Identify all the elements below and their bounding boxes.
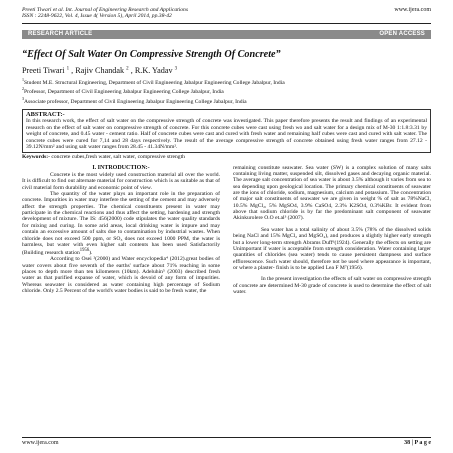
body-columns [22,165,431,296]
author-name: Preeti Tiwari [22,65,65,75]
journal-website[interactable]: www.ijera.com [394,7,431,13]
right-column [233,165,431,296]
citation-block [22,7,362,20]
author-name: R.K. Yadav [134,65,173,75]
body-paragraph: Concrete is the most widely used construction material all over the world. It is difficult to find out alternate material for construction which is as suitable as that of civil material form durability and economic point of view. [22,172,220,191]
paper-title: “Effect Of Salt Water On Compressive Strength Of Concrete” [22,48,281,60]
author-affil-mark: 2 [126,66,129,72]
author-name: Rajiv Chandak [75,65,125,75]
citation-line: ISSN : 2248-9622, Vol. 4, Issue 4( Version 5), April 2014, pp.38-42 [22,13,172,20]
body-paragraph: In the present investigation the effects of salt water on compressive strength of concrete are determined M-30 grade of concrete is used to determine the effect of salt water. [233,276,431,295]
header-divider [22,23,431,24]
keywords-text: concrete cubes,fresh water, salt water, compressive strength [49,154,185,161]
section-heading: I. INTRODUCTION:- [92,164,150,171]
affiliation-list [22,77,431,105]
affiliation-item: $^2$Professor, Department of Civil Engineering Jabalpur Engineering College Jabalpur, India [22,86,224,96]
author-list [22,66,431,75]
open-access-label: OPEN ACCESS [379,31,425,38]
keywords-label: Keywords:- [22,154,50,161]
affiliation-item: $^3$Associate professor, Department of Civil Engineering Jabalpur Engineering College Jabalpur, India [22,95,247,105]
abstract-box [22,109,431,153]
body-paragraph: According to Osei ²(2000) and Water encyclopedia⁴ (2012).great bodies of water covers about five seventh of the earths' surface about 71% reaching in some places to depth more than ten kilometers (10km). Adeluhin⁵ (2003) described fresh water as that purified expanse of water, which is devoid of any form of impurities. Whereas seawater is considered as water containing high percentage of Sodium chloride. Only 2.5 Percent of the world's water bodies is said to be fresh water, the [22,256,220,295]
affiliation-item: $^1$Student M.E. Structural Engineering, Department of Civil Engineering Jabalpur Engineering College Jabalpur, India [22,76,285,86]
author-affil-mark: 3 [174,66,178,72]
citation-line: Preeti Tiwari et al. Int. Journal of Engineering Research and Applications [22,7,189,13]
author-affil-mark: 1 [66,66,70,72]
author-separator: , [71,65,76,75]
article-type-banner [22,30,431,39]
page-number: 38 | P a g e [404,440,431,446]
abstract-text: In this research work, the effect of salt water on the compressive strength of concrete was investigated. This paper therefore presents the result and findings of an experimental research on the effect of salt water on compressive strength of concrete. For this concrete cubes were cast using fresh wo and salt water for a design mix of M-30 1:1.8:3.31 by weight of concrete, and 0.45 water - cement ratio. Half of concrete cubes were cast and cured with fresh water and remaining half cubes were cast and cured with salt water. The concrete cubes were cured for 7,14 and 28 days respectively. The result of the average compressive strength of concrete obtained using fresh water ranges from 27.12 - 39.12N/mm² and using salt water ranges from 28.45 - 41.34N/mm². [26,118,427,150]
keywords-line [22,154,431,160]
journal-header [22,4,431,20]
footer-website[interactable]: www.ijera.com [22,440,59,446]
body-paragraph: remaining constitute seawater. Sea water (SW) is a complex solution of many salts containing living matter, suspended silt, dissolved gases and decaying organic material. The average salt concentration of sea water is about 3.5% although it varies from sea to sea depending upon geological location. The primary chemical constituents of seawater are the ions of chloride, sodium, magnesium, calcium and potassium. The concentration of major salt constituents of seawater we are given in weight % of salt as 78%NaCl, 10.5% MgCl₂, 5% MgSO4, 3.9% CaSO4, 2.3% K2SO4, 0.3%KBr. It evident from above that sodium chloride is by far the predominant salt component of seawater Akinkurolere O.O et.al³ (2007). [233,164,431,222]
left-column [22,165,220,296]
body-paragraph: Sea water has a total salinity of about 3.5% (78% of the dissolved solids being NaCl and 15% MgCl₂ and MgSO₄), and produces a slightly higher early strength but a lower long-term strength Abrams Duff⁶(1924). Generally the effects on setting are Unimportant if water is acceptable from strength consideration. Water containing larger quantities of chlorides (sea water) tends to cause persistent dampness and surface efflorescence. Such water should, therefore not be used where appearance is important, or where a plaster- finish is to be applied Lea F M⁷(1956). [233,226,431,271]
abstract-heading: ABSTRACT:- [26,110,65,118]
page-footer [22,437,431,446]
research-article-label: RESEARCH ARTICLE [28,31,93,38]
body-paragraph: The quantity of the water plays an important role in the preparation of concrete. Impurities in water may interfere the setting of the cement and may adversely affect the strength properties. The chemical constituents present in water may participate in the chemical reactions and thus affect the setting, hardening and strength development of mixture. The IS: 456(2000) code stipulates the water quality standards for mixing and curing. In some arid areas, local drinking water is impure and may contain an excessive amount of salts due to contamination by industrial wastes. When chloride does not exceed 500 ppm, or SO₃ does not exceed 1000 PPM, the water is harmless, but water with even higher salt contents has been used Satisfactorily (Building research station$^{1956}$). [22,191,220,257]
author-separator: , [130,65,135,75]
